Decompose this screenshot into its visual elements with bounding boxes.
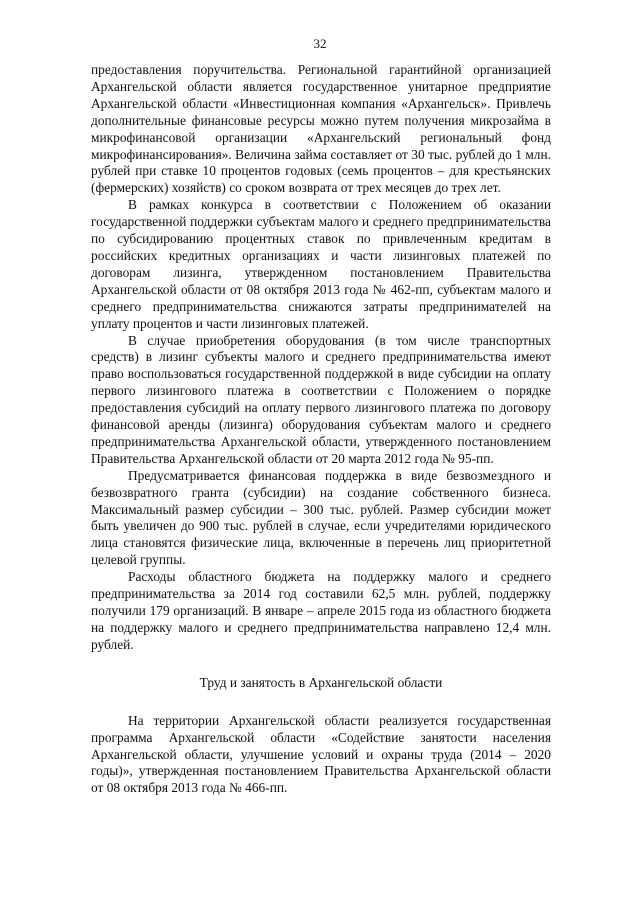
paragraph-employment-program: На территории Архангельской области реализуется государственная программа Архангельской области «Содействие занятости населения Архангельской области, улучшение условий и охраны труда (2014 – 2020 годы)», утвержденная постановлением Правительства Архангельской области от 08 октября 2013 года № 466-пп. (91, 712, 551, 796)
paragraph-leasing-subsidy: В случае приобретения оборудования (в том числе транспортных средств) в лизинг субъекты малого и среднего предпринимательства имеют право воспользоваться государственной поддержкой в виде субсидии на оплату первого лизингового платежа в соответствии с Положением о порядке предоставления субсидий на оплату первого лизингового платежа по договору финансовой аренды (лизинга) оборудования субъектам малого и среднего предпринимательства Архангельской области, утвержденного постановлением Правительства Архангельской области от 20 марта 2012 года № 95-пп. (91, 332, 551, 466)
paragraph-guarantee-microloans: предоставления поручительства. Региональной гарантийной организацией Архангельской области является государственное унитарное предприятие Архангельской области «Инвестиционная компания «Архангельск». Привлечь дополнительные финансовые ресурсы можно путем получения микрозайма в микрофинансовой организации «Архангельский региональный фонд микрофинансирования». Величина займа составляет от 30 тыс. рублей до 1 млн. рублей при ставке 10 процентов годовых (семь процентов – для крестьянских (фермерских) хозяйств) со сроком возврата от трех месяцев до трех лет. (91, 62, 551, 196)
paragraph-budget-expenses: Расходы областного бюджета на поддержку малого и среднего предпринимательства за 2014 год составили 62,5 млн. рублей, поддержку получили 179 организаций. В январе – апреле 2015 года из областного бюджета на поддержку малого и среднего предпринимательства направлено 12,4 млн. рублей. (91, 569, 551, 652)
page-content (91, 62, 551, 797)
section-heading: Труд и занятость в Архангельской области (199, 674, 443, 690)
page-number: 32 (313, 36, 327, 51)
paragraph-interest-subsidy: В рамках конкурса в соответствии с Положением об оказании государственной поддержки субъектам малого и среднего предпринимательства по субсидированию процентных ставок по привлеченным кредитам в российских кредитных организациях и части лизинговых платежей по договорам лизинга, утвержденном постановлением Правительства Архангельской области от 08 октября 2013 года № 462-пп, субъектам малого и среднего предпринимательства снижаются затраты предпринимателей на уплату процентов и части лизинговых платежей. (91, 197, 551, 331)
paragraph-grant-support: Предусматривается финансовая поддержка в виде безвозмездного и безвозвратного гранта (субсидии) на создание собственного бизнеса. Максимальный размер субсидии – 300 тыс. рублей. Размер субсидии может быть увеличен до 900 тыс. рублей в случае, если учредителями юридического лица становятся физические лица, включенные в перечень лиц приоритетной целевой группы. (91, 467, 551, 568)
